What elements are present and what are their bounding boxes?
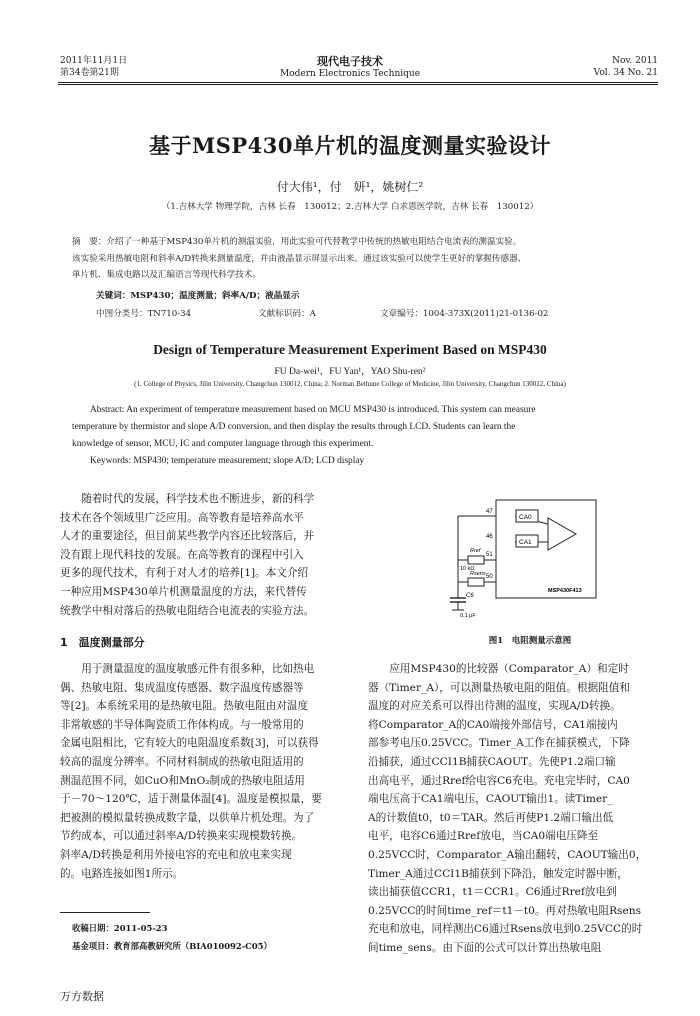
intro-line: 一种应用MSP430单片机测量温度的方法，来代替传 (60, 585, 307, 598)
header-date-en: Nov. 2011 (612, 56, 658, 66)
abstract-en-line: Abstract: An experiment of temperature measurement based on MCU MSP430 is introduced. This system can measure (90, 405, 536, 415)
right-column-paragraph (368, 660, 663, 958)
keywords-cn: 关键词：MSP430；温度测量；斜率A/D；液晶显示 (96, 291, 300, 301)
article-number: 文章编号：1004-373X(2011)21-0136-02 (380, 309, 549, 319)
authors-en: FU Da-wei¹，FU Yan¹，YAO Shu-ren² (274, 367, 426, 377)
right-line: 器（Timer_A），可以测量热敏电阻的阻值。根据阻值和 (368, 681, 630, 694)
body-line: 较高的温度分辨率。不同材料制成的热敏电阻适用的 (60, 755, 304, 768)
intro-line: 随着时代的发展，科学技术也不断进步，新的科学 (81, 493, 315, 505)
pin-51: 51 (486, 552, 493, 558)
section-heading-1: 1 温度测量部分 (60, 636, 145, 649)
body-line: 节约成本，可以通过斜率A/D转换来实现模数转换。 (60, 830, 303, 843)
footnote-received: 收稿日期：2011-05-23 (72, 923, 168, 933)
pin-47: 47 (486, 509, 493, 515)
body-line: 把被测的模拟量转换成数字量，以供单片机处理。为了 (60, 811, 315, 824)
label-rref: Rref (470, 548, 481, 554)
body-line: 用于测量温度的温度敏感元件有很多种，比如热电 (81, 663, 315, 675)
paper-title-en: Design of Temperature Measurement Experiment Based on MSP430 (153, 342, 547, 357)
affiliation-en: (1. College of Physics, Jilin University, Changchun 130012, China; 2. Norman Bethune College of Medicine, Jilin University, Changchun 130012, China) (134, 380, 566, 388)
abstract-cn-line: 该实验采用热敏电阻和斜率A/D转换来测量温度，并由液晶显示屏显示出来。通过该实验可以使学生更好的掌握传感器、 (72, 253, 527, 264)
affiliation-cn: （1.吉林大学 物理学院，吉林 长春 130012；2.吉林大学 白求恩医学院，吉林 长春 130012） (161, 202, 539, 212)
body-line: 金属电阻相比，它有较大的电阻温度系数[3]，可以获得 (60, 737, 319, 750)
right-line: 将Comparator_A的CA0端接外部信号，CA1端接内 (368, 718, 618, 731)
abstract-en (72, 402, 662, 470)
intro-line: 人才的重要途径，但目前某些教学内容还比较落后，并 (60, 530, 315, 543)
right-line: 0.25VCC时，Comparator_A输出翻转，CAOUT输出0， (368, 848, 647, 861)
watermark: 万方数据 (60, 990, 104, 1003)
right-line: 温度的对应关系可以得出待测的温度，实现A/D转换。 (368, 700, 621, 713)
figure-1-caption: 图1 电阻测量示意图 (488, 636, 572, 646)
clc-number: 中图分类号：TN710-34 (96, 309, 192, 319)
chip-outline (496, 500, 596, 598)
label-chip: MSP430F413 (548, 588, 582, 594)
right-line: 读出捕获值CCR1，t1＝CCR1。C6通过Rref放电到 (368, 886, 617, 899)
header-volume-cn: 第34卷第21期 (60, 68, 119, 78)
label-ca1: CA1 (519, 539, 532, 546)
header-rule-top (58, 82, 658, 83)
resistor-rsens (468, 578, 484, 586)
pin-46: 46 (486, 534, 493, 540)
label-rref-value: 10 kΩ (460, 566, 475, 572)
pin-50: 50 (486, 574, 493, 580)
figure-1-circuit (440, 494, 620, 618)
header-date-cn: 2011年11月1日 (60, 56, 128, 66)
keywords-en: Keywords: MSP430; temperature measurement; slope A/D; LCD display (90, 456, 365, 466)
label-rsens: Rsens (470, 571, 486, 577)
body-line: 非常敏感的半导体陶瓷质工作体构成。与一般常用的 (60, 718, 304, 731)
body-line: 偶、热敏电阻、集成温度传感器、数字温度传感器等 (60, 681, 304, 694)
right-line: 0.25VCC的时间time_ref＝t1－t0。再对热敏电阻Rsens (368, 904, 642, 917)
intro-line: 没有跟上现代科技的发展。在高等教育的课程中引入 (60, 548, 304, 561)
document-code: 文献标识码：A (258, 309, 316, 319)
label-cap: C6 (466, 593, 474, 599)
right-line: 出高电平，通过Rref给电容C6充电。充电完毕时，CA0 (368, 774, 630, 787)
abstract-cn (72, 234, 652, 284)
right-line: 端电压高于CA1端电压，CAOUT输出1。读Timer_ (368, 793, 613, 806)
right-line: 电平，电容C6通过Rref放电，当CA0端电压降至 (368, 830, 599, 843)
intro-paragraph (60, 490, 355, 620)
journal-name-en: Modern Electronics Technique (279, 69, 421, 79)
right-line: Timer_A通过CCI1B捕获到下降沿，触发定时器中断， (368, 867, 628, 880)
body-line: 的。电路连接如图1所示。 (60, 867, 184, 880)
intro-line: 更多的现代技术，有利于对人才的培养[1]。本文介绍 (60, 567, 309, 580)
right-line: 间time_sens。由下面的公式可以计算出热敏电阻 (368, 941, 602, 954)
abstract-cn-line: 摘 要：介绍了一种基于MSP430单片机的测温实验，用此实验可代替教学中传统的热敏电阻结合电流表的测温实验。 (72, 237, 522, 247)
body-line: 于－70～120℃，适于测量体温[4]。温度是模拟量，要 (60, 793, 322, 806)
right-line: 充电和放电，同样测出C6通过Rsens放电到0.25VCC的时 (368, 923, 643, 936)
header-rule-bottom (58, 84, 658, 85)
label-cap-value: 0.1 μF (460, 613, 476, 618)
abstract-en-line: temperature by thermistor and slope A/D conversion, and then display the results through LCD. Students can learn the (72, 422, 516, 432)
intro-line: 统教学中相对落后的热敏电阻结合电流表的实验方法。 (60, 604, 315, 617)
footnote-fund: 基金项目：教育部高教研究所（BIA010092-C05） (72, 941, 272, 951)
body-line: 斜率A/D转换是利用外接电容的充电和放电来实现 (60, 848, 292, 861)
comparator-symbol (548, 518, 576, 550)
section1-paragraph (60, 660, 355, 883)
resistor-rref (468, 556, 484, 564)
footnote-rule (60, 912, 150, 913)
body-line: 测温范围不同，如CuO和MnO₂制成的热敏电阻适用 (60, 774, 305, 787)
journal-name-cn: 现代电子技术 (317, 55, 383, 68)
right-line: 应用MSP430的比较器（Comparator_A）和定时 (389, 663, 629, 675)
right-line: A的计数值t0，t0＝TAR。然后再使P1.2端口输出低 (368, 811, 614, 824)
header-volume-en: Vol. 34 No. 21 (593, 68, 658, 78)
abstract-cn-line: 单片机、集成电路以及汇编语言等现代科学技术。 (72, 270, 262, 280)
label-ca0: CA0 (519, 514, 532, 521)
abstract-en-line: knowledge of sensor, MCU, IC and computer language through this experiment. (72, 439, 374, 449)
authors-cn: 付大伟¹，付 妍¹，姚树仁² (276, 180, 424, 194)
right-line: 部参考电压0.25VCC。Timer_A工作在捕获模式，下降 (368, 737, 630, 750)
paper-title-cn: 基于MSP430单片机的温度测量实验设计 (148, 133, 552, 158)
intro-line: 技术在各个领域里广泛应用。高等教育是培养高水平 (60, 511, 304, 524)
right-line: 沿捕获，通过CCI1B捕获CAOUT。先使P1.2端口输 (368, 755, 616, 768)
body-line: 等[2]。本系统采用的是热敏电阻。热敏电阻由对温度 (60, 700, 309, 713)
